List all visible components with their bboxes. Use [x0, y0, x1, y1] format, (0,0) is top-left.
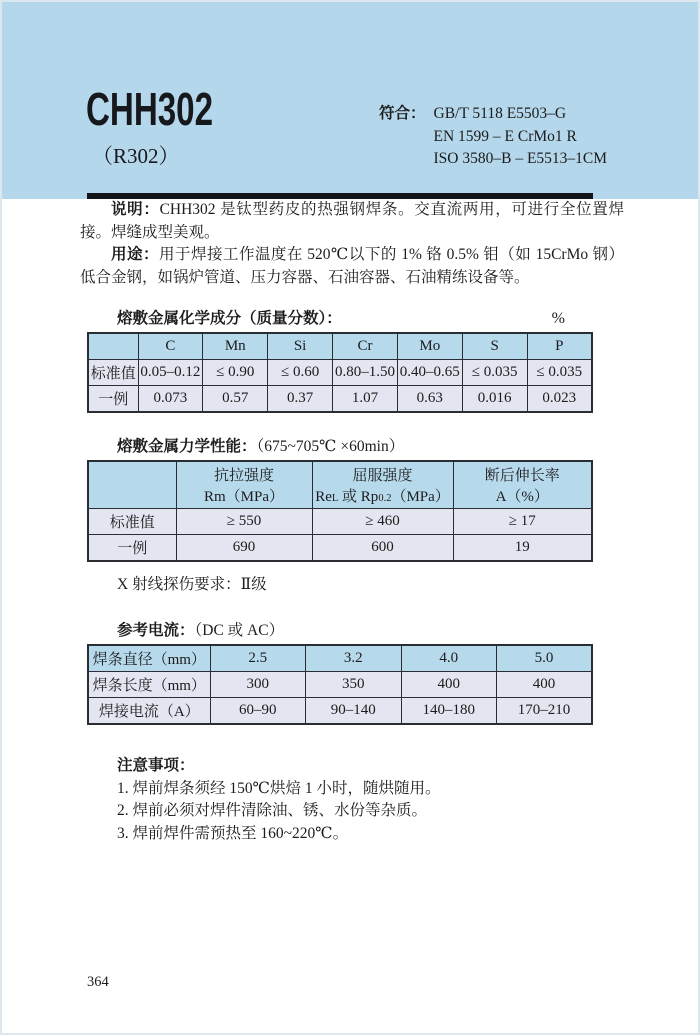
chem-table-unit: % — [551, 310, 565, 327]
cell: ≥ 460 — [312, 509, 453, 535]
cell: 600 — [312, 535, 453, 562]
cell: 1.07 — [333, 386, 398, 413]
notes-section — [117, 755, 624, 845]
chem-table-title-row — [80, 306, 593, 328]
cell: 690 — [176, 535, 312, 562]
cell: 140–180 — [401, 698, 497, 725]
header-line: 抗拉强度 — [213, 468, 274, 484]
product-model-title: CHH302 — [86, 83, 214, 135]
note-item: 2. 焊前必须对焊件清除油、锈、水份等杂质。 — [117, 802, 428, 819]
column-header: Cr — [333, 333, 398, 360]
cell: 0.073 — [138, 386, 203, 413]
table-row — [88, 535, 592, 562]
symbol-subscript: 0.2 — [378, 493, 392, 504]
cell: 19 — [453, 535, 592, 562]
current-table-title — [117, 618, 284, 640]
cell: 3.2 — [306, 645, 402, 672]
usage-label: 用途： — [111, 246, 159, 263]
table-row — [88, 360, 592, 386]
cell: ≤ 0.90 — [203, 360, 268, 386]
notes-title: 注意事项： — [117, 757, 195, 774]
column-header: C — [138, 333, 203, 360]
current-table-title-row — [80, 618, 593, 640]
row-label: 一例 — [88, 386, 138, 413]
cell: ≥ 17 — [453, 509, 592, 535]
table-row — [88, 386, 592, 413]
corner-cell — [88, 333, 138, 360]
mech-table-title-row — [80, 434, 593, 456]
row-label: 焊接电流（A） — [88, 698, 210, 725]
xray-requirement-note: X 射线探伤要求：Ⅱ级 — [117, 576, 267, 593]
cell: 5.0 — [497, 645, 593, 672]
cell: ≥ 550 — [176, 509, 312, 535]
current-table-title-label: 参考电流： — [117, 622, 195, 639]
cell: ≤ 0.035 — [462, 360, 527, 386]
cell: 0.57 — [203, 386, 268, 413]
table-header-row — [88, 461, 592, 509]
column-header — [176, 461, 312, 509]
header-line — [314, 485, 452, 506]
column-header — [312, 461, 453, 509]
column-header: P — [527, 333, 592, 360]
cell: 350 — [306, 672, 402, 698]
standards-list — [434, 103, 608, 171]
row-label: 一例 — [88, 535, 176, 562]
header-line: A（%） — [495, 489, 549, 505]
standards-block — [379, 103, 607, 171]
cell: 0.63 — [397, 386, 462, 413]
usage-text: 用于焊接工作温度在 520℃以下的 1% 铬 0.5% 钼（如 15CrMo 钢）低合金钢，如锅炉管道、压力容器、石油容器、石油精练设备等。 — [80, 246, 624, 286]
row-label: 焊条直径（mm） — [88, 645, 210, 672]
description-label: 说明： — [111, 201, 160, 218]
description-paragraph — [80, 199, 624, 244]
mech-table-condition: （675~705℃ ×60min） — [256, 438, 405, 455]
symbol-subscript: L — [331, 493, 339, 504]
corner-cell — [88, 461, 176, 509]
product-alias: （R302） — [92, 144, 180, 168]
table-row — [88, 509, 592, 535]
column-header: S — [462, 333, 527, 360]
cell: 0.40–0.65 — [397, 360, 462, 386]
cell: 60–90 — [210, 698, 306, 725]
chem-table — [87, 332, 593, 413]
cell: 2.5 — [210, 645, 306, 672]
table-header-row — [88, 645, 592, 672]
cell: 0.37 — [268, 386, 333, 413]
column-header: Mn — [203, 333, 268, 360]
chem-table-title: 熔敷金属化学成分（质量分数）： — [117, 310, 342, 327]
cell: ≤ 0.035 — [527, 360, 592, 386]
row-label: 标准值 — [88, 509, 176, 535]
header-line: 屈服强度 — [352, 468, 413, 484]
mech-table — [87, 460, 593, 562]
note-item: 1. 焊前焊条须经 150℃烘焙 1 小时，随烘随用。 — [117, 779, 441, 797]
column-header: Si — [268, 333, 333, 360]
description-text: CHH302 是钛型药皮的热强钢焊条。交直流两用，可进行全位置焊接。焊缝成型美观。 — [80, 201, 624, 241]
cell: 0.023 — [527, 386, 592, 413]
symbol-text: Re — [315, 489, 332, 505]
row-label: 标准值 — [88, 360, 138, 386]
row-label: 焊条长度（mm） — [88, 672, 210, 698]
cell: 300 — [210, 672, 306, 698]
symbol-text: 或 Rp — [338, 489, 379, 505]
header-line: Rm（MPa） — [203, 489, 284, 505]
symbol-text: （MPa） — [391, 489, 450, 505]
cell: 0.05–0.12 — [138, 360, 203, 386]
table-header-row — [88, 333, 592, 360]
cell: 170–210 — [497, 698, 593, 725]
note-item: 3. 焊前焊件需预热至 160~220℃。 — [117, 824, 349, 842]
current-table-condition: （DC 或 AC） — [194, 622, 285, 639]
page-header — [2, 2, 698, 199]
mech-table-title — [117, 434, 404, 456]
cell: 90–140 — [306, 698, 402, 725]
standard-item: GB/T 5118 E5503–G — [433, 105, 567, 122]
cell: 4.0 — [401, 645, 497, 672]
column-header: Mo — [397, 333, 462, 360]
conform-label: 符合： — [379, 105, 426, 122]
table-row — [88, 672, 592, 698]
cell: 400 — [401, 672, 497, 698]
current-table — [87, 644, 593, 725]
mech-table-title-label: 熔敷金属力学性能： — [117, 438, 257, 455]
header-line: 断后伸长率 — [484, 468, 560, 484]
table-row — [88, 698, 592, 725]
page-content — [80, 199, 624, 845]
cell: 400 — [497, 672, 593, 698]
cell: ≤ 0.60 — [268, 360, 333, 386]
column-header — [453, 461, 592, 509]
cell: 0.016 — [462, 386, 527, 413]
standard-item: EN 1599 – E CrMo1 R — [433, 127, 577, 145]
page-number: 364 — [87, 974, 109, 990]
cell: 0.80–1.50 — [333, 360, 398, 386]
usage-paragraph — [80, 244, 624, 289]
standard-item: ISO 3580–B – E5513–1CM — [433, 150, 608, 167]
